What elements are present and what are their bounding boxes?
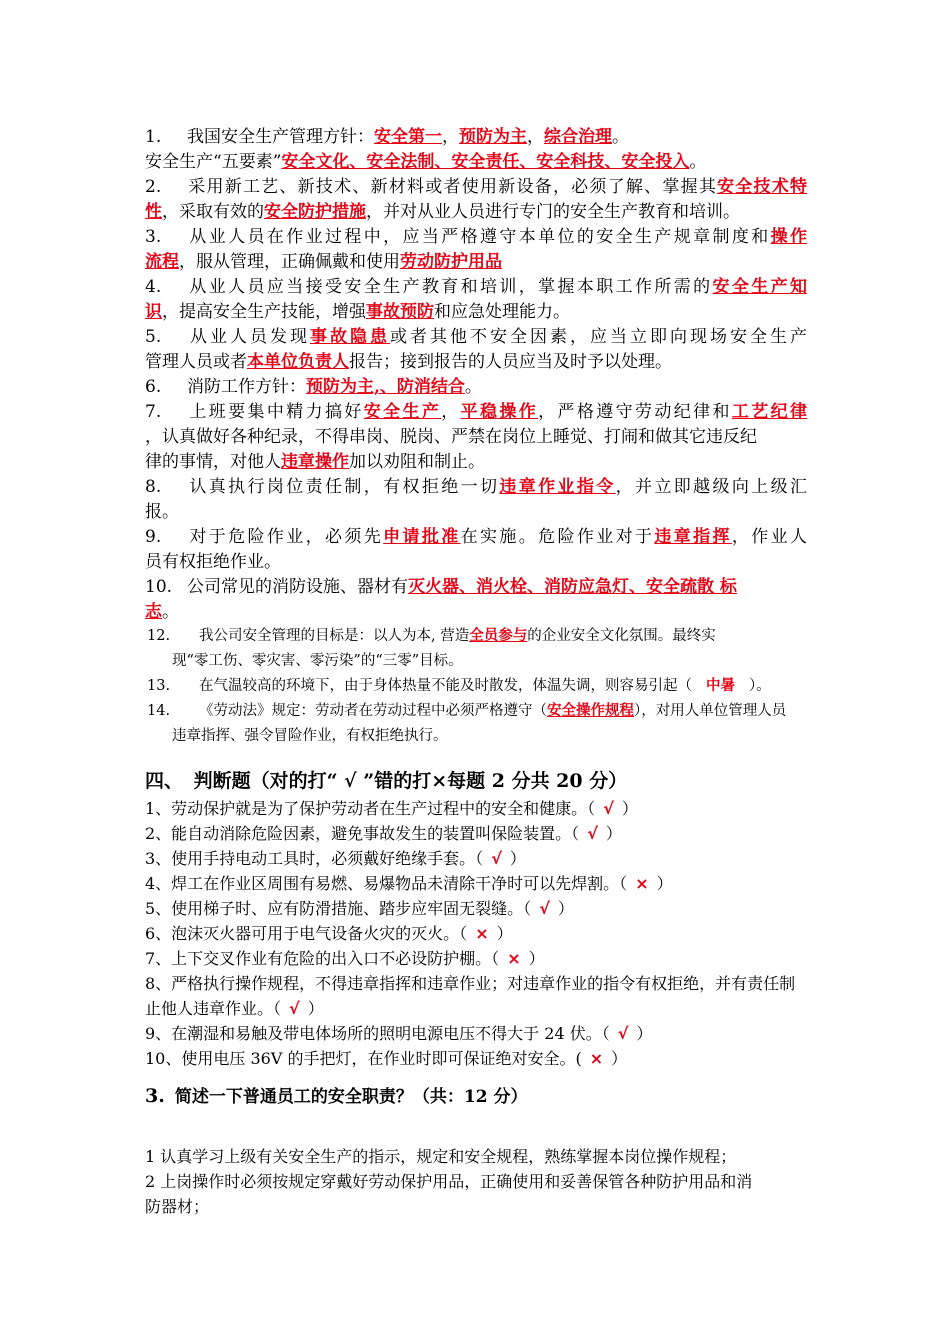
true-false-item xyxy=(145,823,622,845)
question-number: 14. xyxy=(147,703,171,719)
question-line xyxy=(145,376,482,398)
question-number: 6. xyxy=(145,377,162,397)
true-false-close: ） xyxy=(605,824,622,843)
question-line xyxy=(145,251,502,273)
question-line xyxy=(145,326,807,348)
question-text: ，服从管理，正确佩戴和使用 xyxy=(179,252,400,272)
true-false-close: ） xyxy=(636,1024,653,1043)
true-false-close: ） xyxy=(307,999,324,1018)
section-3-number: 3. xyxy=(145,1085,165,1107)
question-line xyxy=(145,201,740,223)
question-line xyxy=(145,451,485,473)
answer-blank: 预防为主 xyxy=(459,127,527,147)
question-line xyxy=(145,601,179,623)
true-false-text: 6、泡沫灭火器可用于电气设备火灾的灭火。（ xyxy=(145,924,468,943)
question-line xyxy=(145,426,757,448)
question-text: 的企业安全文化氛围。最终实 xyxy=(527,628,716,644)
answer-mark: × xyxy=(589,1049,604,1068)
question-line xyxy=(147,675,771,697)
question-line xyxy=(145,401,807,423)
question-line xyxy=(145,576,737,598)
answer-blank: 操作 xyxy=(770,227,807,247)
question-text: 在气温较高的环境下，由于身体热量不能及时散发，体温失调，则容易引起（ xyxy=(199,678,692,694)
question-text: 员有权拒绝作业。 xyxy=(145,552,281,572)
true-false-item xyxy=(145,923,513,945)
question-text: ，严格遵守劳动纪律和 xyxy=(538,402,732,422)
answer-blank: 识 xyxy=(145,302,162,322)
section-3-title: 简述一下普通员工的安全职责？（共：12 分） xyxy=(174,1087,528,1107)
answer-blank: 中暑 xyxy=(706,677,735,694)
question-line xyxy=(145,551,281,573)
question-number: 10. xyxy=(145,577,173,597)
duty-line-1: 1 认真学习上级有关安全生产的指示，规定和安全规程，熟练掌握本岗位操作规程； xyxy=(145,1147,737,1166)
question-line xyxy=(145,526,807,548)
true-false-close: ） xyxy=(621,799,638,818)
true-false-item xyxy=(145,848,526,870)
question-text: 从业人员发现 xyxy=(187,327,310,347)
question-text: 认真执行岗位责任制，有权拒绝一切 xyxy=(187,477,500,497)
answer-blank: 违章操作 xyxy=(281,452,349,472)
question-number: 13. xyxy=(147,678,171,694)
question-line xyxy=(145,501,179,523)
section-4-title: 判断题（对的打“ √ ”错的打×每题 2 分共 20 分） xyxy=(193,770,628,792)
question-text: 。 xyxy=(612,127,629,147)
question-text: 在实施。危险作业对于 xyxy=(460,527,655,547)
answer-blank: 安全文化、安全法制、安全责任、安全科技、安全投入 xyxy=(281,152,690,172)
question-number: 5. xyxy=(145,327,162,347)
question-number: 4. xyxy=(145,277,162,297)
answer-blank: 平稳操作 xyxy=(460,402,539,422)
answer-blank: 事故预防 xyxy=(366,302,434,322)
question-text: ，并对从业人员进行专门的安全生产教育和培训。 xyxy=(366,202,740,222)
answer-blank: 安全技术特 xyxy=(717,177,808,197)
true-false-item xyxy=(145,948,545,970)
answer-mark: √ xyxy=(603,799,614,818)
question-text: 对于危险作业，必须先 xyxy=(187,527,384,547)
answer-blank: 安全第一 xyxy=(374,127,442,147)
answer-blank: 安全操作规程 xyxy=(547,702,634,719)
true-false-item xyxy=(145,898,574,920)
question-text: 消防工作方针： xyxy=(187,377,306,397)
question-line xyxy=(145,351,672,373)
answer-blank: 安全防护措施 xyxy=(264,202,366,222)
question-line xyxy=(145,476,807,498)
true-false-text: 3、使用手持电动工具时，必须戴好绝缘手套。（ xyxy=(145,849,484,868)
answer-blank: 预防为主,、防消结合 xyxy=(306,377,465,397)
duty-line-2: 2 上岗操作时必须按规定穿戴好劳动保护用品，正确使用和妥善保管各种防护用品和消 xyxy=(145,1172,753,1191)
true-false-text: 8、严格执行操作规程，不得违章指挥和违章作业；对违章作业的指令有权拒绝，并有责任制 xyxy=(145,974,796,993)
question-line xyxy=(145,226,807,248)
true-false-item xyxy=(145,798,638,820)
true-false-text: 4、焊工在作业区周围有易燃、易爆物品未清除干净时可以先焊割。（ xyxy=(145,874,628,893)
answer-blank: 全员参与 xyxy=(469,627,528,644)
question-number: 12. xyxy=(147,628,171,644)
section-3-heading xyxy=(145,1085,528,1108)
question-text: 违章指挥、强令冒险作业，有权拒绝执行。 xyxy=(172,728,448,744)
true-false-item xyxy=(145,998,324,1020)
answer-mark: √ xyxy=(289,999,300,1018)
question-text: ，认真做好各种纪录，不得串岗、脱岗、严禁在岗位上睡觉、打闹和做其它违反纪 xyxy=(145,427,757,447)
question-text: 安全生产“五要素” xyxy=(145,152,282,172)
true-false-item xyxy=(145,973,795,995)
answer-blank: 违章指挥 xyxy=(654,527,732,547)
question-line xyxy=(145,176,807,198)
answer-mark: × xyxy=(475,924,489,943)
question-text: 和应急处理能力。 xyxy=(434,302,570,322)
question-text: 从业人员在作业过程中，应当严格遵守本单位的安全生产规章制度和 xyxy=(187,227,771,247)
question-text: ， xyxy=(442,127,459,147)
true-false-text: 1、劳动保护就是为了保护劳动者在生产过程中的安全和健康。（ xyxy=(145,799,596,818)
answer-blank: 安全生产 xyxy=(363,402,442,422)
answer-blank: 违章作业指令 xyxy=(499,477,616,497)
question-text: 或者其他不安全因素，应当立即向现场安全生产 xyxy=(390,327,807,347)
true-false-text: 止他人违章作业。（ xyxy=(145,999,282,1018)
question-text: 公司常见的消防设施、器材有 xyxy=(187,577,408,597)
answer-mark: × xyxy=(635,874,649,893)
true-false-close: ） xyxy=(496,924,513,943)
answer-mark: √ xyxy=(539,899,550,918)
question-line xyxy=(145,126,629,148)
answer-blank: 志 xyxy=(145,602,162,622)
true-false-text: 10、使用电压 36V 的手把灯，在作业时即可保证绝对安全。( xyxy=(145,1049,582,1068)
question-line xyxy=(145,276,807,298)
question-text: 采用新工艺、新技术、新材料或者使用新设备，必须了解、掌握其 xyxy=(187,177,718,197)
question-text: ，并立即越级向上级汇 xyxy=(615,477,807,497)
true-false-item xyxy=(145,873,673,895)
answer-blank: 申请批准 xyxy=(383,527,461,547)
question-text: 我公司安全管理的目标是：以人为本, 营造 xyxy=(199,628,470,644)
true-false-close: ） xyxy=(656,874,673,893)
question-text: 《劳动法》规定：劳动者在劳动过程中必须严格遵守（ xyxy=(199,703,547,719)
duty-line-3: 防器材； xyxy=(145,1197,210,1216)
true-false-close: ） xyxy=(509,849,526,868)
question-number: 1. xyxy=(145,127,162,147)
question-text: 。 xyxy=(162,602,179,622)
question-number: 9. xyxy=(145,527,162,547)
true-false-item xyxy=(145,1048,627,1070)
question-number: 7. xyxy=(145,402,162,422)
question-text: ，作业人 xyxy=(731,527,807,547)
question-line xyxy=(172,650,463,672)
question-text: ）。 xyxy=(749,678,771,694)
question-line xyxy=(147,700,786,722)
question-text: ，提高安全生产技能，增强 xyxy=(162,302,366,322)
question-text: 我国安全生产管理方针： xyxy=(187,127,374,147)
question-text: 报。 xyxy=(145,502,179,522)
question-text: 加以劝阻和制止。 xyxy=(349,452,485,472)
answer-blank: 事故隐患 xyxy=(310,327,390,347)
question-number: 8. xyxy=(145,477,162,497)
question-text: 。 xyxy=(689,152,707,172)
question-text: 。 xyxy=(464,377,482,397)
question-text: 从业人员应当接受安全生产教育和培训，掌握本职工作所需的 xyxy=(187,277,713,297)
question-number: 3. xyxy=(145,227,162,247)
answer-blank: 劳动防护用品 xyxy=(400,252,502,272)
answer-mark: √ xyxy=(617,1024,629,1043)
question-text: 现“零工伤、零灾害、零污染”的“三零”目标。 xyxy=(172,653,463,669)
answer-blank: 综合治理 xyxy=(544,127,612,147)
question-line xyxy=(147,625,716,647)
question-text: 报告；接到报告的人员应当及时予以处理。 xyxy=(349,352,672,372)
section-4-heading xyxy=(145,770,627,792)
true-false-close: ） xyxy=(528,949,545,968)
true-false-text: 7、上下交叉作业有危险的出入口不必设防护棚。（ xyxy=(145,949,500,968)
section-4-label: 四、 xyxy=(145,770,184,792)
true-false-item xyxy=(145,1023,652,1045)
answer-mark: √ xyxy=(587,824,598,843)
question-line xyxy=(145,151,706,173)
question-text: ， xyxy=(527,127,544,147)
question-number: 2. xyxy=(145,177,162,197)
question-text: ，采取有效的 xyxy=(162,202,264,222)
answer-mark: √ xyxy=(491,849,502,868)
true-false-text: 2、能自动消除危险因素，避免事故发生的装置叫保险装置。（ xyxy=(145,824,580,843)
answer-blank: 本单位负责人 xyxy=(247,352,349,372)
answer-blank: 安全生产知 xyxy=(712,277,807,297)
true-false-close: ） xyxy=(611,1049,628,1068)
question-text: 上班要集中精力搞好 xyxy=(187,402,364,422)
answer-blank: 性 xyxy=(145,202,162,222)
question-text: 管理人员或者 xyxy=(145,352,247,372)
question-text: ），对用人单位管理人员 xyxy=(634,703,787,719)
question-line xyxy=(145,301,570,323)
question-line xyxy=(172,725,448,747)
answer-blank: 流程 xyxy=(145,252,179,272)
true-false-text: 9、在潮湿和易触及带电体场所的照明电源电压不得大于 24 伏。（ xyxy=(145,1024,610,1043)
true-false-close: ） xyxy=(557,899,574,918)
question-text: ， xyxy=(441,402,461,422)
answer-blank: 工艺纪律 xyxy=(731,402,807,422)
question-text: 律的事情，对他人 xyxy=(145,452,281,472)
answer-blank: 灭火器、消火栓、消防应急灯、安全疏散 标 xyxy=(408,577,737,597)
true-false-text: 5、使用梯子时、应有防滑措施、踏步应牢固无裂缝。（ xyxy=(145,899,532,918)
answer-mark: × xyxy=(507,949,521,968)
